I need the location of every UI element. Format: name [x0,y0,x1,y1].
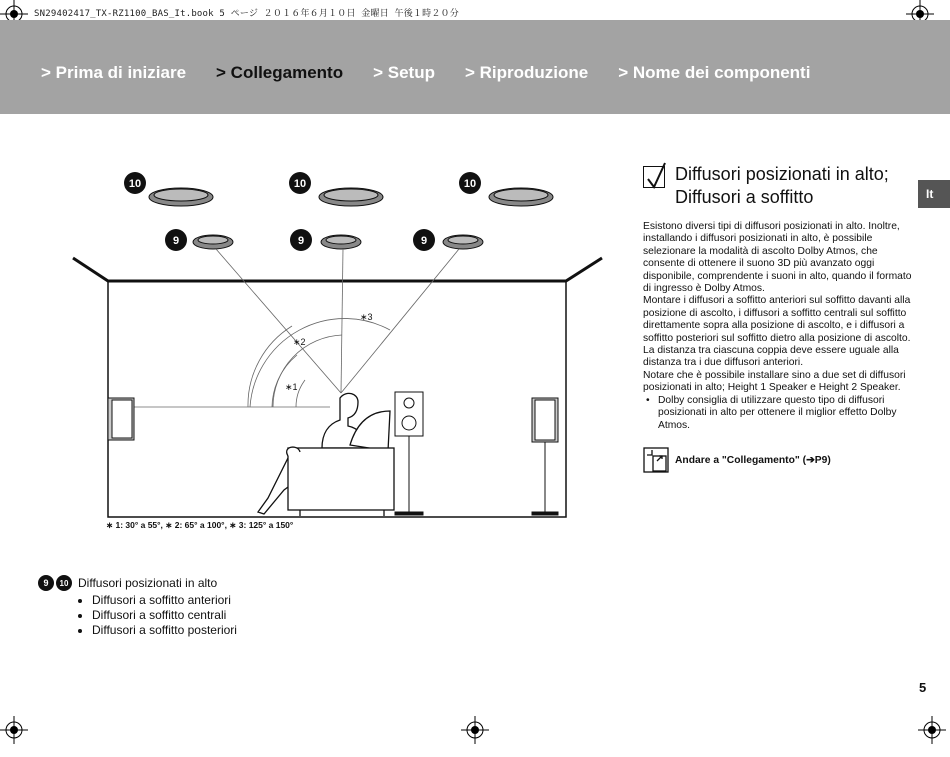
legend-title: Diffusori posizionati in alto [78,576,218,590]
paragraph: Montare i diffusori a soffitto anteriori sul soffitto davanti alla posizione di ascolto, i diffusori a soffitto centrali sul soffitto direttamente sopra alla posizione di ascolto, e i diffusori a soffitto posteriori sul soffitto dietro alla posizione di ascolto. La distanza tra ciascuna coppia deve essere uguale alla distanza tra i due diffusori anteriori. [643,295,911,369]
bullet-text: Dolby consiglia di utilizzare questo tipo di diffusori posizionati in alto per ottenere il miglior effetto Dolby Atmos. [658,394,897,431]
paragraph: Notare che è possibile installare sino a due set di diffusori posizionati in alto; Height 1 Speaker e Height 2 Speaker. [643,369,906,394]
badge-9: 9 [420,235,428,247]
legend-item: • Diffusori a soffitto posteriori [92,623,237,638]
link-page: P9 [814,454,828,466]
badge-10: 10 [293,178,307,190]
nav-item-setup[interactable]: > Setup [373,63,435,82]
goto-collegamento-link[interactable] [643,447,831,473]
page-link-icon [643,447,669,473]
bullet-item: • Dolby consiglia di utilizzare questo tipo di diffusori posizionati in alto per ottenere il miglior effetto Dolby Atmos. [643,395,913,432]
badge-9: 9 [297,235,305,247]
language-tab: It [918,180,950,208]
checkmark-icon [643,166,665,188]
link-suffix: ) [827,454,831,466]
print-header-line: SN29402417_TX-RZ1100_BAS_It.book 5 ページ ２０１６年６月１０日 金曜日 午後１時２０分 [34,9,459,19]
front-speaker-on-stand-icon [395,392,423,515]
link-prefix: Andare a "Collegamento" ( [675,454,807,466]
surround-speaker-on-stand-icon [532,398,558,515]
nav-item-riproduzione[interactable]: > Riproduzione [464,63,589,82]
badge-10: 10 [128,178,142,190]
legend-item: • Diffusori a soffitto anteriori [92,593,237,608]
badge-9: 9 [172,235,180,247]
section-body [643,221,913,432]
badge-10: 10 [463,178,477,190]
nav-item-nome-dei-componenti[interactable]: > Nome dei componenti [618,63,811,82]
angle-ranges-note: ∗ 1: 30° a 55°, ∗ 2: 65° a 100°, ∗ 3: 125° a 150° [106,520,294,530]
legend-item: • Diffusori a soffitto centrali [92,608,237,623]
registration-mark-icon [918,716,946,744]
ceiling-speaker-9-icon [193,235,483,249]
badge-9: 9 [38,575,54,591]
registration-mark-icon [461,716,489,744]
section-heading [643,163,889,209]
ceiling-speaker-10-icon [149,188,553,206]
page-number: 5 [919,680,927,695]
section-title-line2: Diffusori a soffitto [675,187,814,207]
arrow-right-icon: ➔ [806,455,815,466]
nav-item-collegamento[interactable]: > Collegamento [216,63,344,82]
registration-mark-icon [0,716,28,744]
nav-menu [41,63,950,83]
badge-10: 10 [56,575,72,591]
paragraph: Esistono diversi tipi di diffusori posizionati in alto. Inoltre, installando i diffusori posizionati in alto, è possibile selezionare la modalità di ascolto Dolby Atmos, che consente di ottenere il suono 3D più avanzato oggi disponibile, comprendente i suoni in alto, quando il formato di ingresso è Dolby Atmos. [643,221,912,295]
angle-label-2: ∗2 [293,337,306,347]
legend [38,575,237,638]
speaker-placement-diagram [60,160,620,540]
section-title-line1: Diffusori posizionati in alto; [675,164,889,184]
angle-label-1: ∗1 [285,382,298,392]
angle-label-3: ∗3 [360,312,373,322]
nav-item-prima-di-iniziare[interactable]: > Prima di iniziare [41,63,187,82]
listener-in-armchair-icon [258,393,394,516]
front-left-speaker-icon [108,398,134,440]
